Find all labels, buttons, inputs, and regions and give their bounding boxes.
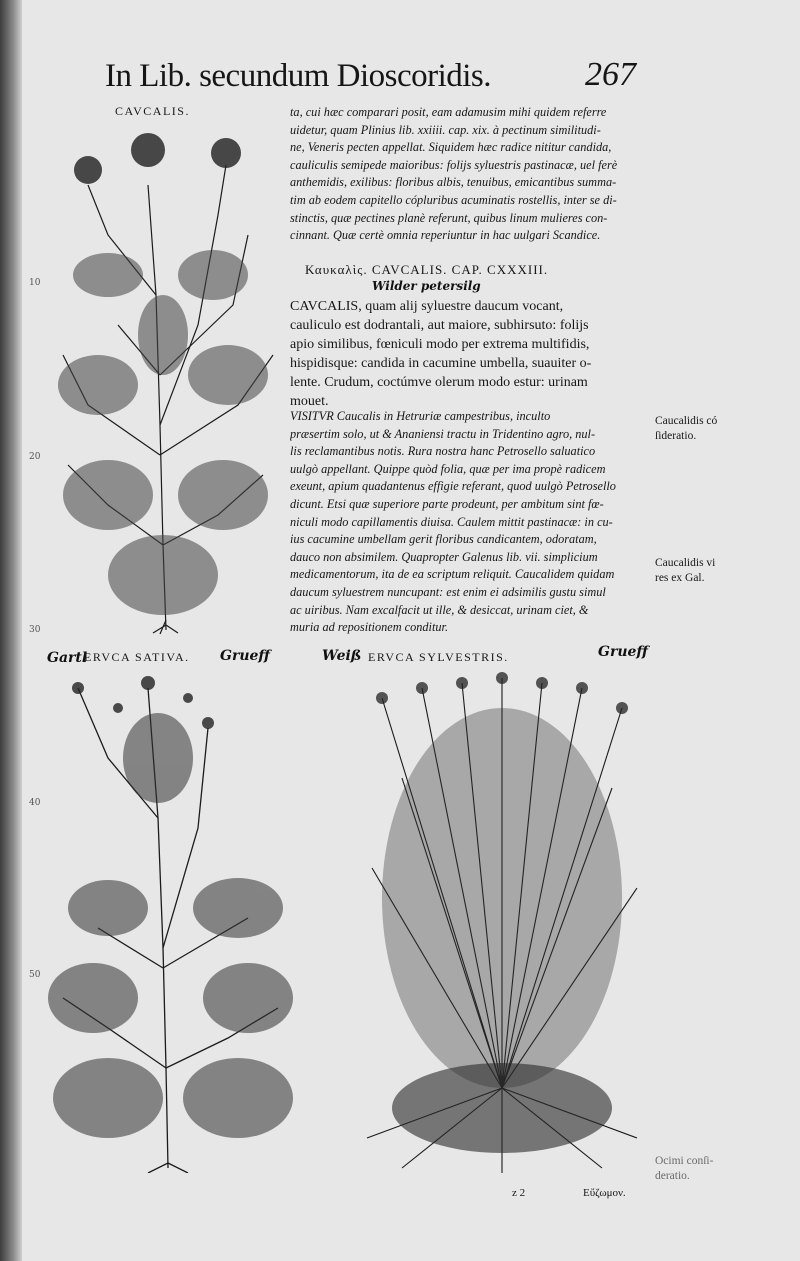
signature-mark: z 2 bbox=[512, 1187, 526, 1199]
text-line: uidetur, quam Plinius lib. xxiiii. cap. xix. à pectinum similitudi- bbox=[290, 122, 601, 137]
margin-note-line: Ocimi conſi- bbox=[655, 1155, 714, 1167]
text-line: daucum syluestrem nuncupant: est enim ei adsimilis gustu simul bbox=[290, 584, 606, 599]
text-line: CAVCALIS, quam alij syluestre daucum vocant, bbox=[290, 299, 564, 314]
text-line: muria ad repositionem conditur. bbox=[290, 620, 449, 635]
page-number: 267 bbox=[585, 56, 636, 93]
text-line: cauliculis semipede maioribus: folijs syluestris pastinacæ, uel ferè bbox=[290, 157, 618, 172]
caption-eruca-sativa: ERVCA SATIVA. bbox=[84, 650, 190, 664]
text-line: lis reclamantibus notis. Rura nostra hanc Petrosello saluatico bbox=[290, 444, 596, 459]
handwritten-annotation: Wilder petersilg bbox=[372, 279, 481, 293]
handwritten-annotation: Gartl bbox=[47, 650, 88, 666]
caption-eruca-sylvestris: ERVCA SYLVESTRIS. bbox=[368, 650, 509, 664]
catchword: Εὔζωμον. bbox=[583, 1187, 626, 1199]
margin-note bbox=[655, 414, 717, 444]
text-line: exeunt, apium quadantenus effigie referant, quod uulgò Petrosello bbox=[290, 479, 616, 494]
text-line: anthemidis, exilibus: floribus albis, tenuibus, emicantibus summa- bbox=[290, 175, 617, 190]
margin-note-line: Caucalidis vi bbox=[655, 557, 716, 569]
text-line: medicamentorum, ita de ea scriptum reliquit. Caucalidem quidam bbox=[290, 567, 615, 582]
margin-note bbox=[655, 1154, 713, 1184]
text-line: tim ab eodem capitello cópluribus acuminatis rostellis, inter se di- bbox=[290, 192, 617, 207]
text-line: apio similibus, fœniculi modo per extrema multifidis, bbox=[290, 337, 590, 352]
eruca-sativa-woodcut bbox=[48, 668, 293, 1173]
text-line: VISITVR Caucalis in Hetruriæ campestribus, inculto bbox=[290, 409, 551, 423]
text-line: cauliculo est dodrantali, aut maiore, subhirsuto: folijs bbox=[290, 318, 589, 333]
text-line: dicunt. Etsi quæ superiore parte prodeunt, per ambitum sint fœ- bbox=[290, 496, 604, 511]
text-line: mouet. bbox=[290, 394, 329, 409]
margin-note-line: deratio. bbox=[655, 1170, 690, 1182]
text-line: hispidisque: candida in cacumine umbella, suauiter o- bbox=[290, 356, 592, 371]
text-line: dauco non absimilem. Quapropter Galenus lib. vii. simplicium bbox=[290, 549, 598, 564]
text-line: ac uiribus. Nam excalfacit ut ille, & desiccat, urinam ciet, & bbox=[290, 602, 589, 617]
text-line: ius cacumine umbellam gerit floribus candicantem, odoratam, bbox=[290, 532, 597, 547]
line-number: 20 bbox=[29, 452, 41, 462]
book-spine bbox=[0, 0, 22, 1261]
handwritten-annotation: Grueff bbox=[220, 648, 270, 664]
line-number: 10 bbox=[29, 278, 41, 288]
text-line: stinctis, quæ pectines planè referunt, quibus linum mulieres con- bbox=[290, 210, 608, 225]
text-line: cinnant. Quæ certè omnia reperiuntur in hac uulgari Scandice. bbox=[290, 228, 601, 243]
running-head: In Lib. secundum Dioscoridis. bbox=[105, 58, 492, 94]
margin-note-line: ſideratio. bbox=[655, 430, 697, 442]
handwritten-annotation: Weiß bbox=[322, 648, 362, 664]
handwritten-annotation: Grueff bbox=[598, 644, 648, 660]
line-number: 30 bbox=[29, 625, 41, 635]
line-number: 50 bbox=[29, 970, 41, 980]
text-line: ne, Veneris pecten appellat. Siquidem hæc radice nititur candida, bbox=[290, 140, 612, 155]
caucalis-woodcut bbox=[48, 125, 283, 635]
text-line: præsertim solo, ut & Ananiensi tractu in Tridentino agro, nul- bbox=[290, 426, 596, 441]
commentary-text bbox=[290, 408, 650, 637]
margin-note bbox=[655, 556, 715, 586]
dioscorides-text bbox=[290, 297, 650, 411]
margin-note-line: Caucalidis có bbox=[655, 415, 718, 427]
caption-caucalis: CAVCALIS. bbox=[115, 104, 190, 118]
text-line: niculi modo capillamentis diuisa. Caulem mittit pastinacæ: in cu- bbox=[290, 514, 613, 529]
intro-text bbox=[290, 104, 650, 245]
eruca-sylvestris-woodcut bbox=[362, 668, 647, 1178]
text-line: lente. Crudum, coctúmve olerum modo estur: urinam bbox=[290, 375, 588, 390]
text-line: uulgò appellant. Quippe quòd folia, quæ per ima propè radicem bbox=[290, 461, 606, 476]
margin-note-line: res ex Gal. bbox=[655, 572, 705, 584]
line-number: 40 bbox=[29, 798, 41, 808]
text-line: ta, cui hæc comparari posit, eam adamusim mihi quidem referre bbox=[290, 105, 607, 119]
chapter-heading: Καυκαλὶς. CAVCALIS. CAP. CXXXIII. bbox=[305, 262, 549, 277]
